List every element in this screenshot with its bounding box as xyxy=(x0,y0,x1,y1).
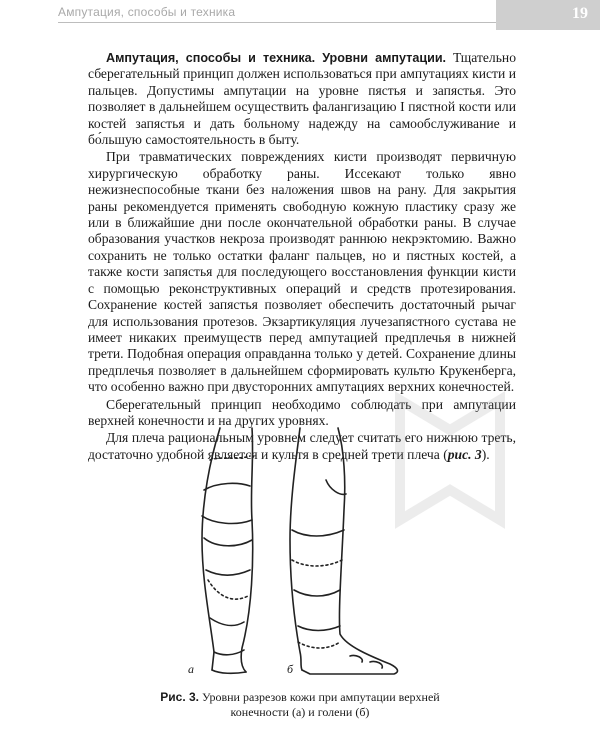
figure-reference: рис. 3 xyxy=(447,446,482,462)
paragraph-2: При травматических повреждениях кисти производят первичную хирургическую обработку раны. Иссекают только явно нежизнеспособные ткани без наложения швов на рану. Для закрытия раны рекомендуется применять свободную кожную пластику сразу же или в ближайшие дни после окончательной обработки раны. В случае образования участков некроза производят раннюю некрэктомию. Важно сохранить не только остатки фаланг пальцев, но и пястных костей, а также кости запястья для последующего восстановления функции кисти с помощью реконструктивных операций и средств протезирования. Сохранение костей запястья позволяет обеспечить достаточный рычаг для использования протезов. Экзартикуляция лучезапястного сустава не имеет никаких преимуществ перед ампутацией предплечья в нижней трети. Подобная операция оправданна только у детей. Сохранение длины предплечья позволяет в дальнейшем сформировать культю Крукенберга, что особенно важно при двусторонних ампутациях верхних конечностей. xyxy=(88,149,516,395)
figure-caption xyxy=(150,690,450,720)
caption-text: Уровни разрезов кожи при ампутации верхней конечности (а) и голени (б) xyxy=(199,690,440,719)
paragraph-4-end: ). xyxy=(481,446,490,462)
running-header xyxy=(0,0,600,30)
paragraph-4-text: Для плеча рациональным уровнем следует считать его нижнюю треть, достаточно удобной является и культя в средней трети плеча ( xyxy=(88,430,516,462)
paragraph-1 xyxy=(88,50,516,148)
section-heading: Ампутация, способы и техника. Уровни ампутации. xyxy=(106,51,447,65)
paragraph-3: Сберегательный принцип необходимо соблюдать при ампутации верхней конечности и на других уровнях. xyxy=(88,396,516,428)
caption-label: Рис. 3. xyxy=(160,690,199,704)
figure-illustration xyxy=(150,420,470,680)
leg-drawing xyxy=(290,428,397,674)
page-number-tab xyxy=(496,0,600,30)
figure-label-a: а xyxy=(188,662,194,676)
page-number: 19 xyxy=(572,5,588,22)
figure-label-b: б xyxy=(287,662,294,676)
header-rule xyxy=(58,22,496,23)
running-title: Ампутация, способы и техника xyxy=(58,5,236,19)
arm-drawing xyxy=(202,428,253,673)
paragraph-1-text: Тщательно сберегательный принцип должен использоваться при ампутациях кисти и пальцев. Допустимы ампутации на уровне пястья и запястья. Это позволяет в дальнейшем осуществить фалангизацию I пястной кости или костей запястья и дать больному надежду на самообслуживание и бо́льшую самостоятельность в быту. xyxy=(88,50,516,148)
